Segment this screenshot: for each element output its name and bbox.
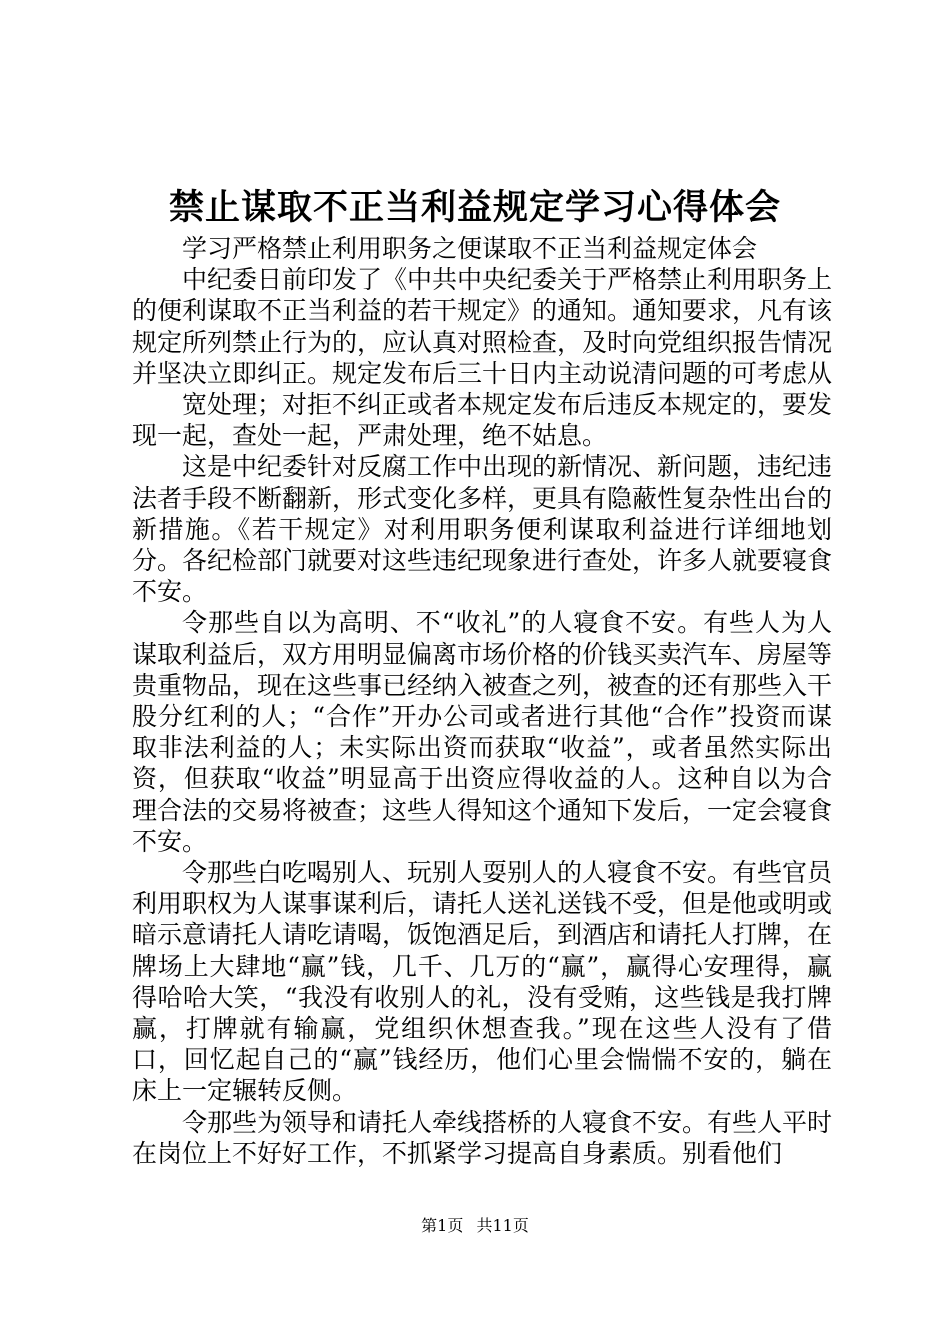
subtitle-paragraph: 学习严格禁止利用职务之便谋取不正当利益规定体会 <box>182 234 758 263</box>
body-paragraph: 宽处理；对拒不纠正或者本规定发布后违反本规定的，要发现一起，查处一起，严肃处理，绝不姑息。 <box>132 390 833 451</box>
document-title: 禁止谋取不正当利益规定学习心得体会 <box>168 187 781 228</box>
body-paragraph: 中纪委日前印发了《中共中央纪委关于严格禁止利用职务上的便利谋取不正当利益的若干规定》的通知。通知要求，凡有该规定所列禁止行为的，应认真对照检查，及时向党组织报告情况并坚决立即纠正。规定发布后三十日内主动说清问题的可考虑从 <box>132 265 833 388</box>
page-footer <box>0 1215 950 1237</box>
body-paragraph: 这是中纪委针对反腐工作中出现的新情况、新问题，违纪违法者手段不断翻新，形式变化多样，更具有隐蔽性复杂性出台的新措施。《若干规定》对利用职务便利谋取利益进行详细地划分。各纪检部门就要对这些违纪现象进行查处，许多人就要寝食不安。 <box>132 452 833 607</box>
body-paragraph: 令那些自以为高明、不“收礼”的人寝食不安。有些人为人谋取利益后，双方用明显偏离市场价格的价钱买卖汽车、房屋等贵重物品，现在这些事已经纳入被查之列，被查的还有那些入干股分红利的人；“合作”开办公司或者进行其他“合作”投资而谋取非法利益的人；未实际出资而获取“收益”，或者虽然实际出资，但获取“收益”明显高于出资应得收益的人。这种自以为合理合法的交易将被查；这些人得知这个通知下发后，一定会寝食不安。 <box>132 608 833 856</box>
page-total: 共11页 <box>476 1216 529 1235</box>
page-number: 第1页 <box>421 1216 464 1235</box>
body-paragraph: 令那些白吃喝别人、玩别人耍别人的人寝食不安。有些官员利用职权为人谋事谋利后，请托人送礼送钱不受，但是他或明或暗示意请托人请吃请喝，饭饱酒足后，到酒店和请托人打牌，在牌场上大肆地“赢”钱，几千、几万的“赢”，赢得心安理得，赢得哈哈大笑，“我没有收别人的礼，没有受贿，这些钱是我打牌赢，打牌就有输赢，党组织休想查我。”现在这些人没有了借口，回忆起自己的“赢”钱经历，他们心里会惴惴不安的，躺在床上一定辗转反侧。 <box>132 858 833 1106</box>
document-body <box>132 233 832 1169</box>
body-paragraph: 令那些为领导和请托人牵线搭桥的人寝食不安。有些人平时在岗位上不好好工作，不抓紧学习提高自身素质。别看他们 <box>132 1107 833 1168</box>
